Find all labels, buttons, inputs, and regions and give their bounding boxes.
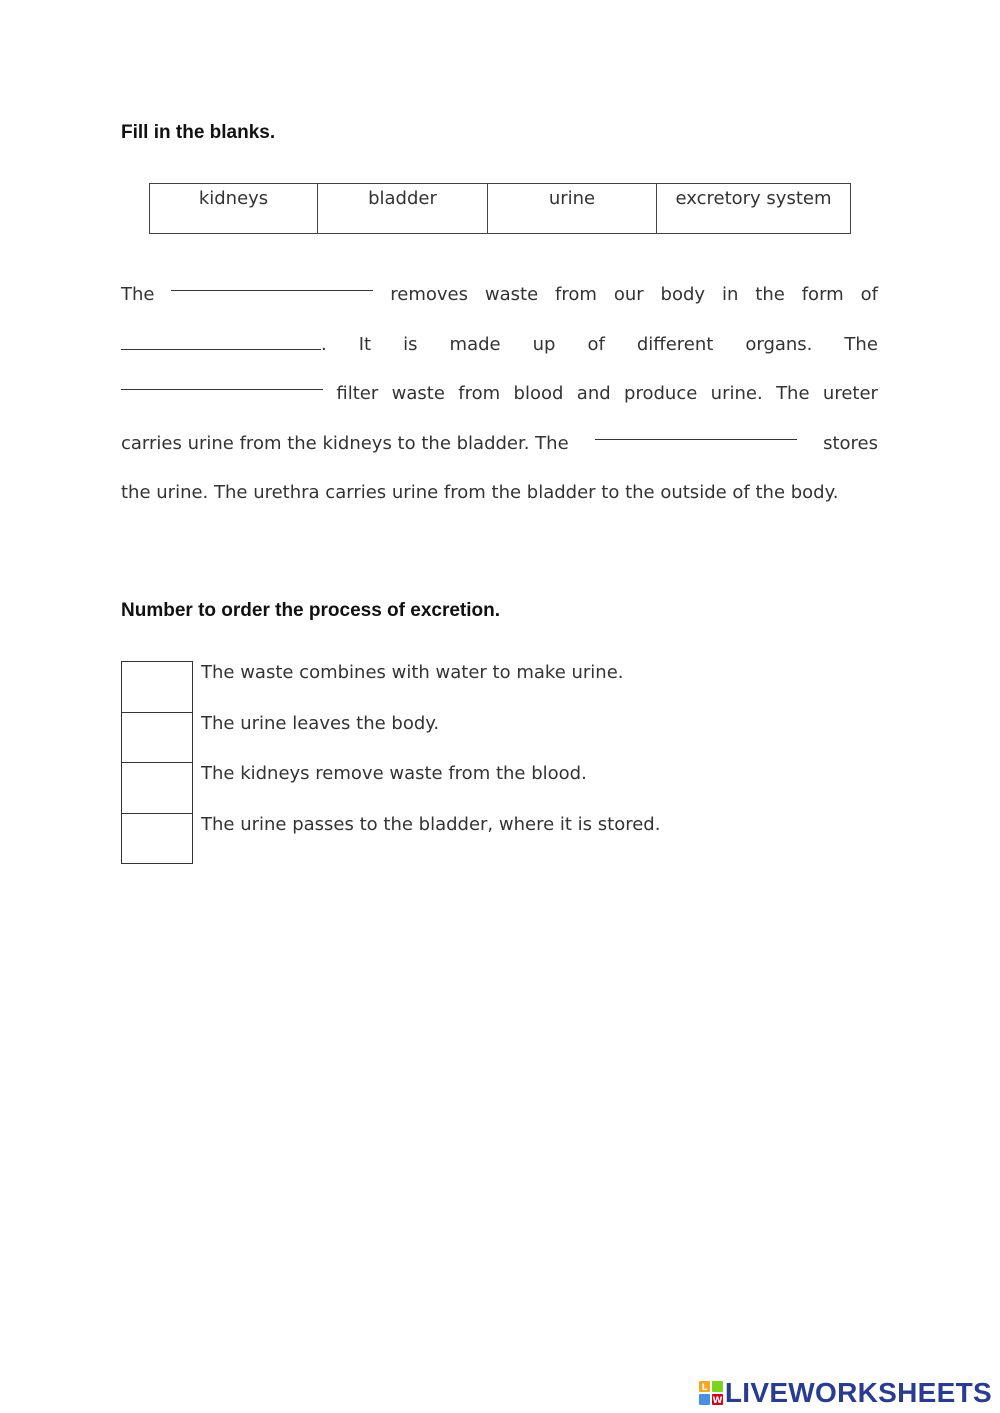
ordering-row <box>121 762 821 813</box>
word: of <box>860 284 878 305</box>
liveworksheets-brand <box>699 1377 992 1409</box>
sentence-fragment: carries urine from the kidneys to the bladder. The <box>121 432 569 454</box>
word: It <box>358 333 372 355</box>
step-text: The waste combines with water to make urine. <box>201 662 624 683</box>
word: made <box>449 333 501 355</box>
paragraph-line <box>121 270 878 320</box>
word: waste <box>484 284 539 305</box>
word: from <box>458 383 501 404</box>
ordering-row <box>121 712 821 763</box>
ordering-list <box>121 661 821 863</box>
paragraph-line <box>121 320 878 370</box>
number-box[interactable] <box>121 661 193 712</box>
ordering-row <box>121 813 821 864</box>
word: organs. <box>745 333 813 355</box>
paragraph-line <box>121 369 878 419</box>
word: produce <box>624 383 698 404</box>
word: waste <box>391 383 445 404</box>
paragraph-line <box>121 419 878 469</box>
logo-letter: L <box>701 1383 708 1393</box>
word: ureter <box>822 383 878 404</box>
word: our <box>613 284 644 305</box>
word-bank-cell: kidneys <box>150 184 318 234</box>
number-box[interactable] <box>121 813 193 865</box>
word: form <box>801 284 844 305</box>
brand-name: LIVEWORKSHEETS <box>724 1377 992 1408</box>
word: is <box>403 333 418 355</box>
section-heading-order-process: Number to order the process of excretion. <box>121 600 501 621</box>
number-box[interactable] <box>121 762 193 813</box>
blank-with-period <box>121 320 327 370</box>
word-bank-cell: urine <box>488 184 657 234</box>
word: The <box>121 284 155 305</box>
word: body <box>660 284 706 305</box>
paragraph-line <box>121 468 878 518</box>
word: of <box>587 333 605 355</box>
word: different <box>636 333 714 355</box>
word: and <box>576 383 611 404</box>
word: The <box>844 333 878 355</box>
sentence-fragment: the urine. The urethra carries urine from the bladder to the outside of the body. <box>121 482 839 503</box>
word: filter <box>336 383 379 404</box>
step-text: The kidneys remove waste from the blood. <box>201 763 587 784</box>
liveworksheets-logo-icon <box>699 1381 723 1405</box>
word: blood <box>513 383 564 404</box>
word: in <box>721 284 739 305</box>
word: urine. <box>710 383 763 404</box>
answer-blank-1[interactable] <box>171 270 373 291</box>
word: up <box>532 333 556 355</box>
word: from <box>555 284 597 305</box>
word: the <box>755 284 785 305</box>
step-text: The urine leaves the body. <box>201 712 440 734</box>
number-box[interactable] <box>121 712 193 763</box>
step-text: The urine passes to the bladder, where it is stored. <box>201 813 661 835</box>
ordering-row <box>121 661 821 712</box>
word-bank-table <box>149 183 851 234</box>
answer-blank-2[interactable] <box>121 329 321 350</box>
word: . <box>321 333 327 355</box>
section-heading-fill-blanks: Fill in the blanks. <box>121 122 276 143</box>
word: removes <box>390 284 468 305</box>
logo-letter: W <box>712 1396 723 1405</box>
word: stores <box>823 432 878 454</box>
answer-blank-4[interactable] <box>595 419 797 440</box>
answer-blank-3[interactable] <box>121 369 323 390</box>
fill-blank-paragraph <box>121 270 878 518</box>
word-bank-cell: bladder <box>318 184 488 234</box>
word-bank-cell: excretory system <box>657 184 851 234</box>
word: The <box>776 383 810 404</box>
